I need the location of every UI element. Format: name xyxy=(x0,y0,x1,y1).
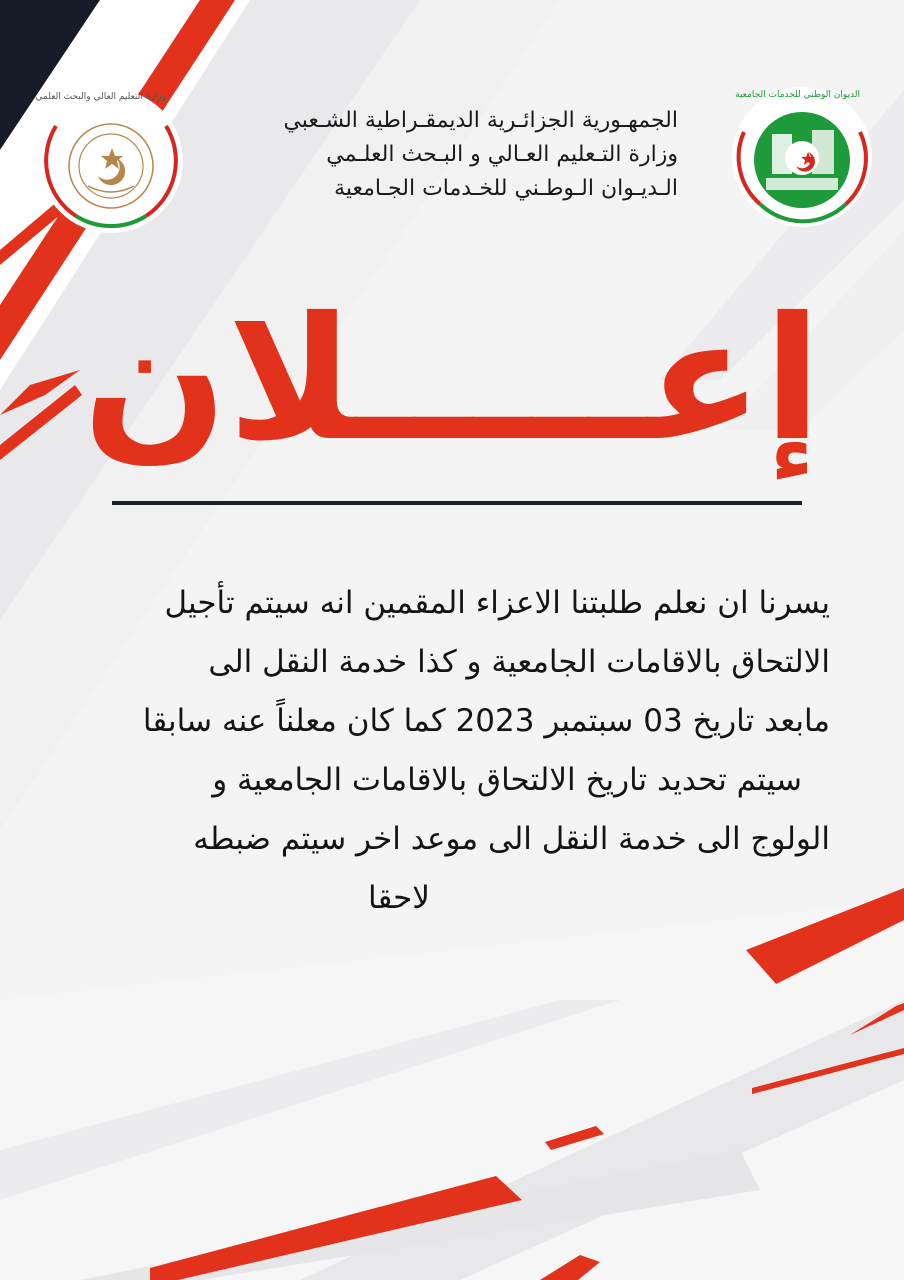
body-line: يسرنا ان نعلم طلبتنا الاعزاء المقمين انه سيتم تأجيل xyxy=(164,585,830,621)
ministry-logo xyxy=(36,86,186,236)
header-text xyxy=(218,104,678,206)
body-line: الالتحاق بالاقامات الجامعية و كذا خدمة النقل الى xyxy=(208,644,830,680)
onou-logo xyxy=(722,82,882,232)
ministry-logo-caption: وزارة التعليم العالي والبحث العلمي xyxy=(35,92,166,102)
country-name: الجمهـورية الجزائـرية الديمقـراطية الشـعبي xyxy=(283,108,678,133)
ministry-name: وزارة التـعليم العـالي و البـحث العلـمي xyxy=(326,142,678,167)
announcement-body xyxy=(40,574,830,928)
announcement-title: إعـــــلان xyxy=(82,281,822,479)
office-name: الـديـوان الـوطـني للخـدمات الجـامعية xyxy=(334,176,678,201)
body-line: سيتم تحديد تاريخ الالتحاق بالاقامات الجامعية و xyxy=(212,762,802,798)
body-line: لاحقا xyxy=(368,880,430,916)
onou-logo-caption: الديوان الوطني للخدمات الجامعية xyxy=(735,90,860,100)
title-divider xyxy=(112,501,802,505)
body-line: مابعد تاريخ 03 سبتمبر 2023 كما كان معلناً عنه سابقا xyxy=(142,703,830,739)
body-line: الولوج الى خدمة النقل الى موعد اخر سيتم ضبطه xyxy=(193,821,830,857)
